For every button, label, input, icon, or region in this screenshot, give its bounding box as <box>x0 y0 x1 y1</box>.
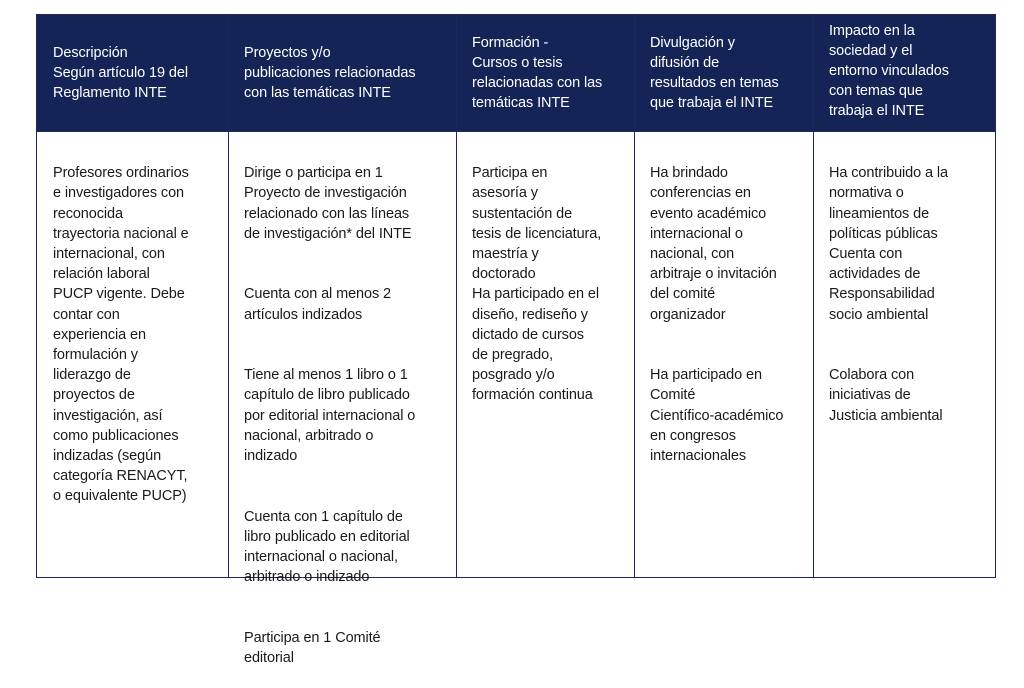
header-cell-formacion <box>456 15 634 131</box>
body-cell-impacto <box>813 131 995 577</box>
header-label-divulgacion: Divulgación y difusión de resultados en temas que trabaja el INTE <box>650 35 779 111</box>
paragraph: Colabora con iniciativas de Justicia ambiental <box>829 367 943 424</box>
cell-text-formacion <box>472 143 630 426</box>
header-cell-proyectos <box>228 15 456 131</box>
header-label-impacto: Impacto en la sociedad y el entorno vinculados con temas que trabaja el INTE <box>829 23 949 119</box>
paragraph: Cuenta con 1 capítulo de libro publicado en editorial internacional o nacional, arbitrado o indizado <box>244 508 410 586</box>
paragraph: Tiene al menos 1 libro o 1 capítulo de libro publicado por editorial internacional o nacional, arbitrado o indizado <box>244 367 416 465</box>
cell-text-descripcion <box>53 143 224 527</box>
cell-text-impacto <box>829 143 991 446</box>
criteria-table <box>36 14 996 667</box>
body-cell-divulgacion <box>634 131 813 577</box>
header-label-descripcion: Descripción Según artículo 19 del Reglamento INTE <box>53 45 188 101</box>
paragraph: Ha contribuido a la normativa o lineamientos de políticas públicas Cuenta con actividades de Responsabilidad socio ambiental <box>829 165 949 323</box>
paragraph: Profesores ordinarios e investigadores con reconocida trayectoria nacional e internacional, con relación laboral PUCP vigente. Debe contar con experiencia en formulación y liderazgo de proyectos de investigación, así como publicaciones indizadas (según categoría RENACYT, o equivalente PUCP) <box>53 165 189 505</box>
paragraph: Cuenta con al menos 2 artículos indizados <box>244 286 392 323</box>
body-cell-descripcion <box>37 131 228 577</box>
body-cell-proyectos <box>228 131 456 667</box>
cell-text-divulgacion <box>650 143 809 486</box>
paragraph: Participa en 1 Comité editorial <box>244 629 381 667</box>
paragraph: Participa en asesoría y sustentación de tesis de licenciatura, maestría y doctorado Ha participado en el diseño, rediseño y dictado de cursos de pregrado, posgrado y/o formación continua <box>472 165 602 404</box>
body-cell-formacion <box>456 131 634 577</box>
header-cell-divulgacion <box>634 15 813 131</box>
header-label-formacion: Formación - Cursos o tesis relacionadas con las temáticas INTE <box>472 35 603 111</box>
paragraph: Ha participado en Comité Científico-académico en congresos internacionales <box>650 367 784 465</box>
paragraph: Ha brindado conferencias en evento académico internacional o nacional, con arbitraje o invitación del comité organizador <box>650 165 777 323</box>
header-label-proyectos: Proyectos y/o publicaciones relacionadas con las temáticas INTE <box>244 45 416 101</box>
header-cell-impacto <box>813 15 995 131</box>
header-cell-descripcion <box>37 15 228 131</box>
cell-text-proyectos <box>244 143 452 688</box>
paragraph: Dirige o participa en 1 Proyecto de investigación relacionado con las líneas de investigación* del INTE <box>244 165 412 242</box>
